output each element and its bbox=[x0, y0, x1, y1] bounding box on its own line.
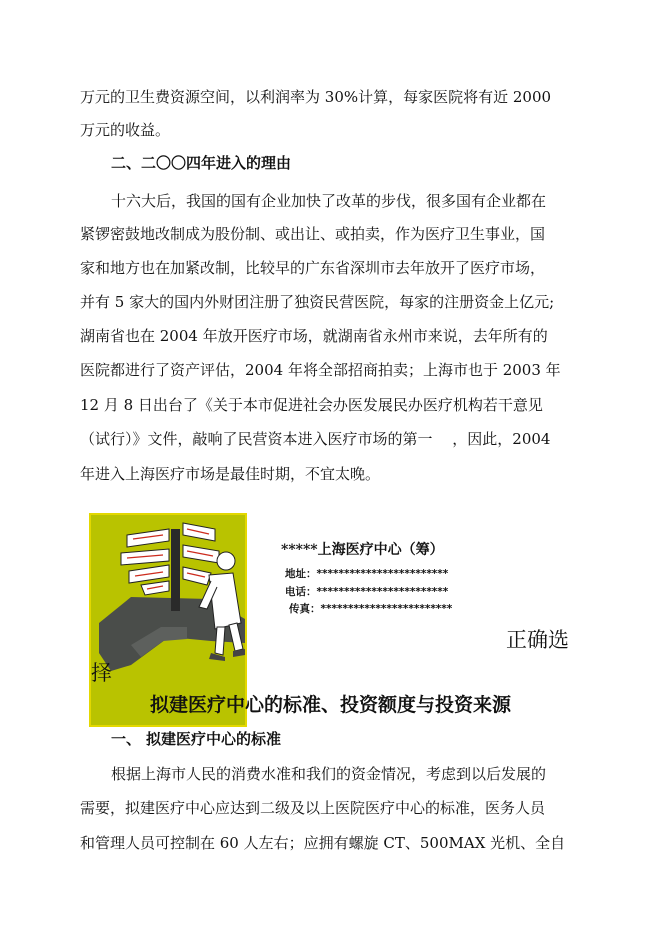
card-address-row bbox=[285, 566, 448, 581]
paragraph-line: （试行）》文件，敲响了民营资本进入医疗市场的第一 ，因此，2004 bbox=[80, 430, 551, 448]
paragraph-line: 紧锣密鼓地改制成为股份制、或出让、或拍卖，作为医疗卫生事业，国 bbox=[80, 225, 546, 243]
paragraph-line: 万元的收益。 bbox=[80, 121, 171, 139]
card-fax-row bbox=[289, 601, 452, 616]
fax-value: ************************ bbox=[320, 603, 453, 615]
card-phone-row bbox=[285, 584, 448, 599]
paragraph-line: 根据上海市人民的消费水准和我们的资金情况，考虑到以后发展的 bbox=[111, 765, 547, 783]
sub-heading-number: 一、 bbox=[111, 730, 142, 748]
phone-value: ************************ bbox=[316, 586, 449, 598]
phone-label: 电话： bbox=[285, 586, 317, 598]
paragraph-line: 十六大后，我国的国有企业加快了改革的步伐，很多国有企业都在 bbox=[111, 192, 547, 210]
paragraph-line: 家和地方也在加紧改制，比较早的广东省深圳市去年放开了医疗市场， bbox=[80, 259, 546, 277]
sub-heading: 拟建医疗中心的标准 bbox=[146, 730, 282, 748]
address-label: 地址： bbox=[285, 568, 317, 580]
paragraph-line: 湖南省也在 2004 年放开医疗市场，就湖南省永州市来说，去年所有的 bbox=[80, 327, 548, 345]
section-title: 拟建医疗中心的标准、投资额度与投资来源 bbox=[150, 694, 512, 716]
fax-label: 传真： bbox=[289, 603, 321, 615]
card-title: *****上海医疗中心（筹） bbox=[281, 542, 444, 558]
slogan-text: 正确选 bbox=[506, 628, 569, 652]
paragraph-line: 需要，拟建医疗中心应达到二级及以上医院医疗中心的标准，医务人员 bbox=[80, 799, 546, 817]
paragraph-line: 12 月 8 日出台了《关于本市促进社会办医发展民办医疗机构若干意见 bbox=[80, 396, 543, 414]
paragraph-line: 和管理人员可控制在 60 人左右；应拥有螺旋 CT、500MAX 光机、全自 bbox=[80, 834, 566, 852]
address-value: ************************ bbox=[316, 568, 449, 580]
slogan-text-continued: 择 bbox=[91, 661, 112, 685]
paragraph-line: 并有 5 家大的国内外财团注册了独资民营医院，每家的注册资金上亿元; bbox=[80, 293, 555, 311]
paragraph-line: 医院都进行了资产评估，2004 年将全部招商拍卖；上海市也于 2003 年 bbox=[80, 361, 561, 379]
paragraph-line: 年进入上海医疗市场是最佳时期，不宜太晚。 bbox=[80, 465, 381, 483]
paragraph-line: 万元的卫生费资源空间，以利润率为 30%计算，每家医院将有近 2000 bbox=[80, 88, 552, 106]
section-heading: 二、二〇〇四年进入的理由 bbox=[111, 154, 292, 172]
